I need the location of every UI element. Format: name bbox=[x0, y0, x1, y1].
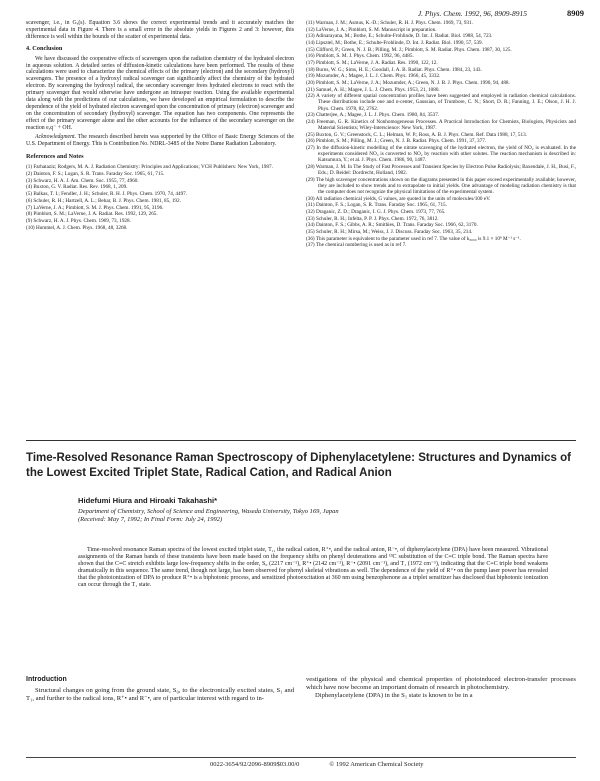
reference-item: (2) Dainton, F. S.; Logan, S. R. Trans. Faraday Soc. 1965, 61, 715. bbox=[26, 171, 165, 178]
reference-item: (27) In the diffusion-kinetic modelling of the nitrate scavenging of the hydrated electron, the yield of NO₂ is evaluated. In the experiments considered NO₃ is converted to NO₂ by reaction with other solutes. The reaction mechanism is described in: Katsumura, Y.; et al. J. Phys. Chem. 1986, 90, 1487. bbox=[306, 144, 576, 164]
reference-item: (34) Dainton, F. S.; Gibbs, A. R.; Smithies, D. Trans. Faraday Soc. 1966, 62, 3170. bbox=[306, 222, 478, 229]
footer-rule bbox=[26, 757, 576, 758]
reference-item: (18) Burns, W. G.; Sims, H. E.; Goodall, J. A. B. Radiat. Phys. Chem. 1984, 23, 143. bbox=[306, 66, 482, 73]
reference-item: (15) Clifford, P.; Green, N. J. B.; Pilling, M. J.; Pimblott, S. M. Radiat. Phys. Chem. 1987, 30, 125. bbox=[306, 46, 512, 53]
page-number: 8909 bbox=[567, 8, 584, 18]
references-list-left bbox=[26, 164, 294, 231]
article-title: Time-Resolved Resonance Raman Spectroscopy of Diphenylacetylene: Structures and Dynamics of the Lowest Excited Triplet State, Radical Cation, and Radical Anion bbox=[26, 452, 571, 479]
references-heading: References and Notes bbox=[26, 153, 84, 161]
conclusion-heading: 4. Conclusion bbox=[26, 44, 63, 52]
author-affiliation bbox=[78, 508, 538, 524]
reference-item: (6) Schuler, R. H.; Hartzell, A. L.; Behar, B. J. Phys. Chem. 1981, 85, 192. bbox=[26, 197, 181, 204]
copyright: © 1992 American Chemical Society bbox=[329, 761, 424, 768]
reference-item: (20) Pimblott, S. M.; LaVerne, J. A.; Mozumder, A.; Green, N. J. B. J. Phys. Chem. 1990, 94, 488. bbox=[306, 79, 510, 86]
introduction-text: Diphenylacetylene (DPA) in the S₁ state is known to be in a bbox=[315, 691, 473, 699]
received-dates: (Received: May 7, 1992; In Final Form: July 24, 1992) bbox=[78, 516, 223, 523]
reference-item: (19) Mozumder, A.; Magee, J. L. J. Chem. Phys. 1966, 45, 3332. bbox=[306, 73, 441, 80]
reference-item: (35) Schuler, R. H.; Mirsa, M.; Weiss, J. J. Discuss. Faraday Soc. 1963, 35, 214. bbox=[306, 229, 473, 235]
abstract bbox=[78, 547, 548, 589]
reference-item: (16) Pimblott, S. M. J. Phys. Chem. 1992, 96, 4485. bbox=[306, 53, 414, 60]
article-code: 0022-3654/92/2096-8909$03.00/0 bbox=[210, 761, 300, 768]
reference-item: (37) The chemical numbering is used as in ref 7. bbox=[306, 242, 407, 249]
journal-citation: J. Phys. Chem. 1992, 96, 8909-8915 bbox=[417, 9, 527, 18]
reference-item: (8) Pimblott, S. M.; LaVerne, J. A. Radiat. Res. 1992, 129, 265. bbox=[26, 211, 158, 218]
introduction-right-column bbox=[306, 676, 576, 700]
reference-item: (3) Schwarz, H. A. J. Am. Chem. Soc. 1955, 77, 4960. bbox=[26, 177, 139, 184]
reference-item: (36) This parameter is equivalent to the parameter used in ref 7. The value of k₀₀₀₀ is 9.1 × 10⁹ M⁻¹ s⁻¹. bbox=[306, 235, 521, 242]
reference-item: (32) Draganic, Z. D.; Draganic, I. G. J. Phys. Chem. 1973, 77, 765. bbox=[306, 209, 446, 216]
previous-article-left-column bbox=[26, 20, 294, 231]
reference-item: (23) Chatterjee, A.; Magee, J. L. J. Phys. Chem. 1980, 84, 3537. bbox=[306, 112, 440, 119]
introduction-text: vestigations of the physical and chemical properties of photoinduced electron-transfer processes which have now become an important domain of research in photochemistry. bbox=[306, 676, 576, 691]
reference-item: (13) Adinarayana, M.; Bothe, E.; Schulte-Frohlinde, D. Int. J. Radiat. Biol. 1988, 54, 723. bbox=[306, 33, 493, 40]
reference-item: (17) Pimblott, S. M.; LaVerne, J. A. Radiat. Res. 1990, 122, 12. bbox=[306, 59, 438, 66]
reference-item: (14) Lipsztel, M.; Bothe, E.; Schulte-Frohlinde, D. Int. J. Radiat. Biol. 1990, 57, 539. bbox=[306, 39, 483, 46]
reference-item: (4) Buxton, G. V. Radiat. Res. Rev. 1968, 1, 209. bbox=[26, 184, 128, 191]
previous-article-paragraph: scavenger, i.e., in Gₓ(s). Equation 3.6 shows the correct experimental trends and it accurately matches the experimental data in Figure 4. There is a small error in the absolute yields in Figures 2 and 3: however, this difference is well within the bounds of the scatter of experimental data. bbox=[26, 20, 294, 40]
reference-item: (7) LaVerne, J. A.; Pimblott, S. M. J. Phys. Chem. 1991, 95, 3196. bbox=[26, 204, 164, 211]
reference-item: (12) LaVerne, J. A.; Pimblott, S. M. Manuscript in preparation. bbox=[306, 26, 437, 33]
reference-item: (10) Hummel, A. J. Chem. Phys. 1968, 48, 3268. bbox=[26, 224, 128, 231]
reference-item: (25) Buxton, G. V.; Greenstock, C. L.; Helman, W. P.; Ross, A. B. J. Phys. Chem. Ref. Data 1988, 17, 513. bbox=[306, 131, 527, 138]
introduction-left-column bbox=[26, 687, 294, 703]
introduction-heading: Introduction bbox=[26, 676, 67, 683]
conclusion-text: We have discussed the cooperative effects of scavengers upon the radiation chemistry of the hydrated electron in aqueous solution. A detailed series of diffusion-kinetic calculations have been performed. The results of these calculations were used to characterize the chemical effects of the primary (electron) and the secondary (hydroxyl) scavengers. The presence of a hydroxyl radical scavenger can significantly affect the chemistry of the hydrated electron. By scavenging the hydroxyl radical, the secondary scavenger frees hydrated electrons to react with the primary scavenger that would otherwise have undergone an intraspur reaction. Using the available experimental data along with the predictions of our calculations, we have developed an empirical formulation to describe the dependence of the yield of hydrated electron scavenged upon the concentration of primary (electron) scavenger and on the concentration of secondary (hydroxyl) scavenger. The equation has two components. One represents the effect of the primary scavenger alone and the other accounts for the influence of the secondary scavenger on the reaction eₐq⁻ + OH. bbox=[26, 55, 294, 131]
acknowledgment-text: The research described herein was supported by the Office of Basic Energy Sciences of the U.S. Department of Energy. This is Contribution No. NDRL-3485 of the Notre Dame Radiation Laboratory. bbox=[26, 133, 294, 147]
article-authors: Hidefumi Hiura and Hiroaki Takahashi* bbox=[78, 496, 218, 505]
page-footer bbox=[210, 761, 424, 768]
reference-item: (21) Samuel, A. H.; Magee, J. L. J. Chem. Phys. 1953, 21, 1080. bbox=[306, 86, 440, 93]
reference-item: (30) All radiation chemical yields, G values, are quoted in the units of molecules/100 eV. bbox=[306, 195, 491, 202]
introduction-text: Structural changes on going from the ground state, S₀, to the electronically excited states, S₁ and T₁, and further to the radical ions, R⁺• and R⁻•, are of particular interest with regard to in- bbox=[26, 687, 294, 702]
department: Department of Chemistry, School of Science and Engineering, Waseda University, Tokyo 169, Japan bbox=[78, 508, 339, 515]
reference-item: (26) Pimblott, S. M.; Pilling, M. J.; Green, N. J. B. Radiat. Phys. Chem. 1991, 37, 377. bbox=[306, 138, 487, 145]
article-divider-rule bbox=[26, 440, 576, 441]
reference-item: (9) Schwarz, H. A. J. Phys. Chem. 1969, 73, 1928. bbox=[26, 217, 131, 224]
acknowledgment-label: Acknowledgment. bbox=[35, 133, 77, 140]
references-list-right bbox=[306, 20, 576, 248]
abstract-text: Time-resolved resonance Raman spectra of the lowest excited triplet state, T₁, the radical cation, R⁺•, and the radical anion, R⁻•, of diphenylacetylene (DPA) have been measured. Vibrational assignments of the Raman bands of these transients have been made based on the frequency shifts on phenyl deuterations and ¹³C substitution of the C≡C triple bond. The Raman spectra have shown that the C≡C stretch exhibits large low-frequency shifts in the order, S₀ (2217 cm⁻¹), R⁺• (2142 cm⁻¹), R⁻• (2091 cm⁻¹), and T₁ (1972 cm⁻¹), indicating that the C≡C triple bond weakens dramatically in this sequence. The same trend, though not large, has been observed for phenyl skeletal vibrations as well. The dependence of the yield of R⁺• on the pump laser power has revealed that the photoionization of DPA to produce R⁺• is a biphotonic process, and sensitized photoexcitation at 360 nm using benzophenone as a triplet sensitizer has disclosed that biphotonic ionization can occur through the T₁ state. bbox=[78, 547, 548, 589]
reference-item: (11) Warman, J. M.; Asmus, K.-D.; Schuler, R. H. J. Phys. Chem. 1969, 73, 931. bbox=[306, 20, 473, 26]
reference-item: (5) Balkas, T. I.; Fendler, J. H.; Schuler, R. H. J. Phys. Chem. 1970, 74, 4497. bbox=[26, 191, 188, 198]
reference-item: (24) Freeman, G. R. Kinetics of Nonhomogeneous Processes. A Practical Introduction for Chemists, Biologists, Physicists and Material Scientists; Wiley-Interscience: New York, 1987. bbox=[306, 118, 576, 131]
running-header bbox=[418, 8, 584, 18]
reference-item: (22) A variety of different spatial concentration profiles have been suggested and employed in radiation chemical calculations. These distributions include one and n-center, Gaussian, of Trumbore, C. N.; Short, D. R.; Fanning, J. E.; Olson, J. H. J. Phys. Chem. 1978, 82, 2762. bbox=[306, 93, 576, 112]
reference-item: (33) Schuler, R. H.; Infelta, P. P. J. Phys. Chem. 1972, 76, 3812. bbox=[306, 215, 439, 222]
reference-item: (28) Warman, J. M. In The Study of Fast Processes and Transient Species by Electron Pulse Radiolysis; Baxendale, J. H., Busi, F., Eds.; D. Reidel: Dordrecht, Holland, 1982. bbox=[306, 163, 576, 177]
reference-item: (31) Dainton, F. S.; Logan, S. R. Trans. Faraday Soc. 1965, 61, 715. bbox=[306, 202, 447, 209]
acknowledgment bbox=[26, 134, 294, 148]
previous-article-right-column bbox=[306, 20, 576, 249]
reference-item: (1) Farhataziz; Rodgers, M. A. J. Radiation Chemistry: Principles and Applications; VCH Publishers: New York, 1987. bbox=[26, 164, 273, 171]
reference-item: (29) The high scavenger concentrations shown on the diagrams presented in this paper exceed experimentally available; however, they are included to show trends and to extrapolate to initial yields. One advantage of modeling radiation chemistry is that the computer does not recognize the physical limitations of the experimental system. bbox=[306, 176, 576, 196]
